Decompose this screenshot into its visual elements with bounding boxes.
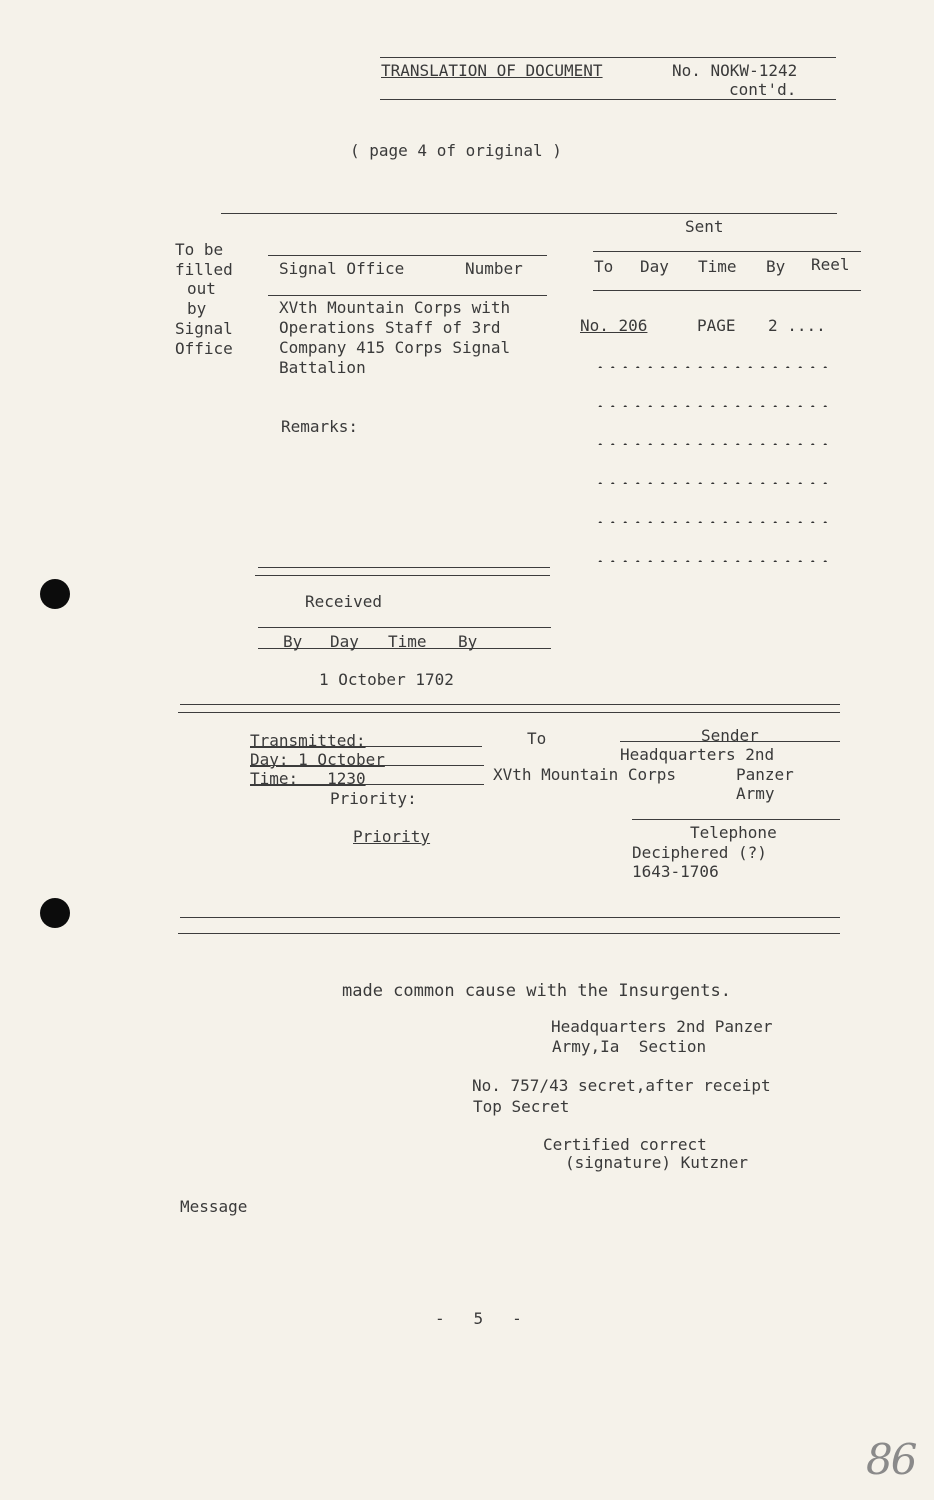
signal-office-bottom-rule <box>268 295 547 296</box>
office-line: XVth Mountain Corps with <box>279 298 511 317</box>
telephone-line: Deciphered (?) <box>632 843 767 862</box>
office-line: Operations Staff of 3rd <box>279 318 501 337</box>
header-bottom-rule <box>380 99 836 100</box>
sender-line: Panzer <box>736 765 794 784</box>
dotted-line <box>594 366 836 368</box>
received-value: 1 October 1702 <box>319 670 454 689</box>
sent-columns-bottom-rule <box>593 290 861 291</box>
sender-label: Sender <box>701 726 759 745</box>
to-be-filled-line: out <box>187 279 216 298</box>
certified-line: Certified correct <box>543 1135 707 1154</box>
sent-columns-top-rule <box>593 251 861 252</box>
remarks-label: Remarks: <box>281 417 359 436</box>
sent-column-to: To <box>594 257 614 276</box>
received-column-day: Day <box>330 632 359 651</box>
transmitted-rule <box>250 746 482 747</box>
telephone-line: 1643-1706 <box>632 862 719 881</box>
received-label: Received <box>305 592 383 611</box>
transmission-top-rule <box>180 704 840 705</box>
office-line: Battalion <box>279 358 366 377</box>
received-top-rule <box>258 567 550 568</box>
document-title: TRANSLATION OF DOCUMENT <box>381 61 603 80</box>
received-column-by: By <box>283 632 303 651</box>
received-column-by-2: By <box>458 632 478 651</box>
punch-hole-bottom <box>40 898 70 928</box>
signal-office-label: Signal Office <box>279 259 405 278</box>
to-be-filled-line: by <box>187 299 207 318</box>
transmission-bottom-rule <box>180 917 840 918</box>
dotted-line <box>594 482 836 484</box>
page-number: - 5 - <box>435 1309 522 1328</box>
hq-line: Headquarters 2nd Panzer <box>551 1017 773 1036</box>
to-value: XVth Mountain Corps <box>493 765 677 784</box>
received-top-rule-2 <box>255 575 550 576</box>
body-text: made common cause with the Insurgents. <box>342 981 731 1001</box>
dotted-line <box>594 521 836 523</box>
signal-office-top-rule <box>268 255 547 256</box>
page-note: ( page 4 of original ) <box>350 141 562 160</box>
sender-rule <box>620 741 840 742</box>
to-be-filled-line: filled <box>175 260 233 279</box>
hq-line: Army,Ia Section <box>552 1037 707 1056</box>
received-columns-top-rule <box>258 627 551 628</box>
priority-value: Priority <box>353 827 431 846</box>
to-be-filled-line: To be <box>175 240 224 259</box>
dotted-line <box>594 405 836 407</box>
received-columns-bottom-rule <box>258 648 551 649</box>
day-rule <box>250 765 484 766</box>
message-label: Message <box>180 1197 248 1216</box>
sent-label: Sent <box>685 217 724 236</box>
to-be-filled-line: Signal <box>175 319 233 338</box>
received-column-time: Time <box>388 632 427 651</box>
time-rule <box>250 784 484 785</box>
dotted-line <box>594 560 836 562</box>
message-number: No. 206 <box>580 316 648 335</box>
punch-hole-top <box>40 579 70 609</box>
transmitted-day: Day: 1 October <box>250 750 385 769</box>
transmitted-label: Transmitted: <box>250 731 366 750</box>
office-line: Company 415 Corps Signal <box>279 338 511 357</box>
sent-column-by: By <box>766 257 786 276</box>
sent-column-day: Day <box>640 257 669 276</box>
reference-line: Top Secret <box>473 1097 570 1116</box>
number-label: Number <box>465 259 523 278</box>
telephone-line: Telephone <box>690 823 777 842</box>
dotted-line <box>594 443 836 445</box>
transmission-top-rule-2 <box>178 712 840 713</box>
handwritten-number: 86 <box>866 1435 916 1484</box>
document-number: No. NOKW-1242 <box>672 61 798 80</box>
certified-line: (signature) Kutzner <box>565 1153 749 1172</box>
header-top-rule <box>380 57 836 58</box>
priority-label: Priority: <box>330 789 417 808</box>
reference-line: No. 757/43 secret,after receipt <box>472 1076 771 1095</box>
page-value: 2 .... <box>768 316 826 335</box>
sender-line: Headquarters 2nd <box>620 745 775 764</box>
page-label: PAGE <box>697 316 736 335</box>
sent-column-reel: Reel <box>811 255 850 274</box>
telephone-rule <box>632 819 840 820</box>
form-top-rule <box>221 213 837 214</box>
to-label: To <box>527 729 547 748</box>
sender-line: Army <box>736 784 775 803</box>
transmitted-time: Time: 1230 <box>250 769 366 788</box>
continued-label: cont'd. <box>729 80 797 99</box>
to-be-filled-line: Office <box>175 339 233 358</box>
transmission-bottom-rule-2 <box>178 933 840 934</box>
sent-column-time: Time <box>698 257 737 276</box>
